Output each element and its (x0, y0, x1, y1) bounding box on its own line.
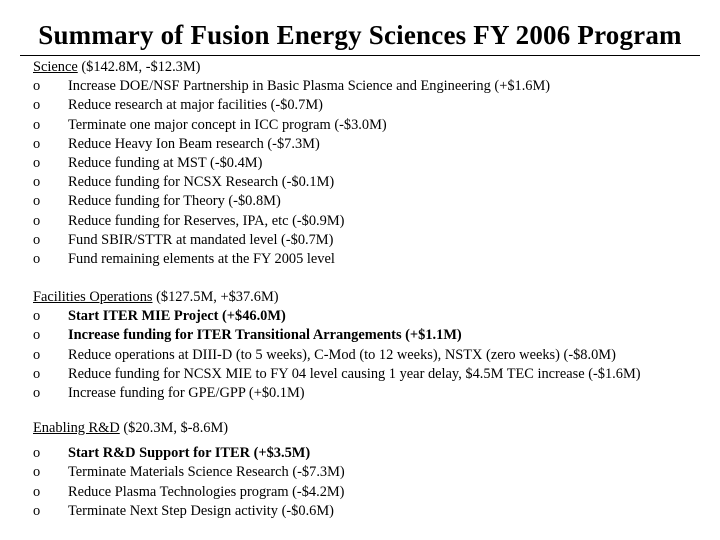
list-item (33, 444, 345, 463)
section-science (33, 58, 550, 269)
bullet-marker: o (33, 78, 41, 95)
list-item (33, 483, 345, 502)
bullet-marker: o (33, 174, 41, 191)
bullet-marker: o (33, 385, 41, 402)
bullet-marker: o (33, 502, 41, 519)
list-item-text: Reduce funding at MST (-$0.4M) (68, 155, 263, 172)
list-item (33, 326, 641, 345)
page-title: Summary of Fusion Energy Sciences FY 2006 Program (38, 20, 682, 50)
section-heading (33, 58, 550, 77)
bullet-marker: o (33, 116, 41, 133)
list-item (33, 502, 345, 521)
list-item-text: Increase funding for GPE/GPP (+$0.1M) (68, 385, 305, 402)
bullet-marker: o (33, 97, 41, 114)
section-heading (33, 419, 345, 438)
bullet-marker: o (33, 212, 41, 229)
list-item-text: Reduce funding for Theory (-$0.8M) (68, 193, 281, 210)
list-item (33, 116, 550, 135)
bullet-marker: o (33, 483, 41, 500)
section-summary: ($142.8M, -$12.3M) (77, 59, 201, 75)
list-item-text: Reduce funding for NCSX Research (-$0.1M) (68, 174, 335, 191)
facilities-list (33, 307, 641, 403)
list-item-text: Terminate one major concept in ICC program (-$3.0M) (68, 116, 387, 133)
list-item-text: Reduce funding for Reserves, IPA, etc (-$0.9M) (68, 212, 345, 229)
list-item-text: Fund remaining elements at the FY 2005 level (68, 251, 335, 268)
list-item (33, 77, 550, 96)
list-item (33, 135, 550, 154)
list-item (33, 192, 550, 211)
list-item-text: Reduce research at major facilities (-$0.7M) (68, 97, 323, 114)
list-item-text: Reduce Plasma Technologies program (-$4.2M) (68, 483, 345, 500)
list-item-text: Increase funding for ITER Transitional Arrangements (+$1.1M) (68, 327, 462, 344)
science-list (33, 77, 550, 269)
list-item (33, 463, 345, 482)
list-item-text: Reduce operations at DIII-D (to 5 weeks), C-Mod (to 12 weeks), NSTX (zero weeks) (-$8.0M) (68, 346, 616, 363)
section-name: Facilities Operations (33, 289, 153, 305)
list-item-text: Fund SBIR/STTR at mandated level (-$0.7M) (68, 231, 334, 248)
list-item (33, 212, 550, 231)
section-heading (33, 288, 641, 307)
list-item (33, 384, 641, 403)
bullet-marker: o (33, 231, 41, 248)
list-item-text: Start ITER MIE Project (+$46.0M) (68, 308, 286, 325)
bullet-marker: o (33, 445, 41, 462)
bullet-marker: o (33, 365, 41, 382)
section-facilities-operations (33, 288, 641, 403)
bullet-marker: o (33, 193, 41, 210)
section-enabling-rd (33, 419, 345, 521)
list-item (33, 307, 641, 326)
list-item-text: Start R&D Support for ITER (+$3.5M) (68, 445, 311, 462)
list-item-text: Reduce Heavy Ion Beam research (-$7.3M) (68, 135, 320, 152)
bullet-marker: o (33, 346, 41, 363)
list-item (33, 346, 641, 365)
enabling-list (33, 444, 345, 521)
bullet-marker: o (33, 308, 41, 325)
list-item-text: Terminate Next Step Design activity (-$0.6M) (68, 502, 334, 519)
bullet-marker: o (33, 155, 41, 172)
list-item-text: Reduce funding for NCSX MIE to FY 04 level causing 1 year delay, $4.5M TEC increase (-$1.6M) (68, 365, 641, 382)
list-item-text: Terminate Materials Science Research (-$7.3M) (68, 464, 345, 481)
list-item (33, 250, 550, 269)
list-item (33, 96, 550, 115)
list-item (33, 173, 550, 192)
list-item (33, 231, 550, 250)
section-name: Enabling R&D (33, 420, 120, 436)
bullet-marker: o (33, 327, 41, 344)
list-item-text: Increase DOE/NSF Partnership in Basic Plasma Science and Engineering (+$1.6M) (68, 78, 551, 95)
bullet-marker: o (33, 464, 41, 481)
title-divider (20, 55, 700, 56)
bullet-marker: o (33, 251, 41, 268)
list-item (33, 154, 550, 173)
section-summary: ($127.5M, +$37.6M) (152, 289, 279, 305)
section-name: Science (33, 59, 78, 75)
bullet-marker: o (33, 135, 41, 152)
list-item (33, 365, 641, 384)
section-summary: ($20.3M, $-8.6M) (119, 420, 229, 436)
